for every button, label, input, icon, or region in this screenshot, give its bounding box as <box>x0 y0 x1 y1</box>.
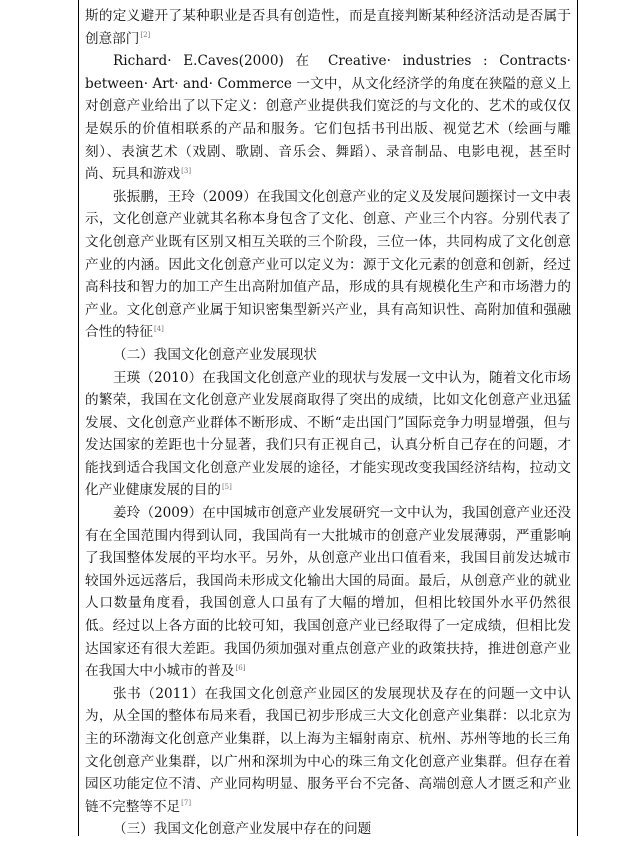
paragraph-text: 姜玲（2009）在中国城市创意产业发展研究一文中认为，我国创意产业还没有在全国范围内得到认同，我国尚有一大批城市的创意产业发展薄弱，严重影响了我国整体发展的平均水平。另外，从创意产业出口值看来，我国目前发达城市较国外远远落后，我国尚未形成文化输出大国的局面。最后，从创意产业的就业人口数量角度看，我国创意人口虽有了大幅的增加，但相比较国外水平仍然很低。经过以上各方面的比较可知，我国创意产业已经取得了一定成绩，但相比发达国家还有很大差距。我国仍须加强对重点创意产业的政策扶持，推进创意产业在我国大中小城市的普及 <box>85 505 571 680</box>
paragraph-text: 张振鹏，王玲（2009）在我国文化创意产业的定义及发展问题探讨一文中表示，文化创意产业就其名称本身包含了文化、创意、产业三个内容。分别代表了文化创意产业既有区别又相互关联的三个阶段，三位一体，共同构成了文化创意产业的内涵。因此文化创意产业可以定义为：源于文化元素的创意和创新，经过高科技和智力的加工产生出高附加值产品，形成的具有规模化生产和市场潜力的产业。文化创意产业属于知识密集型新兴产业，具有高知识性、高附加值和强融合性的特征 <box>85 188 571 341</box>
citation-ref: [2] <box>140 31 151 40</box>
paragraph-text: 斯的定义避开了某种职业是否具有创造性，而是直接判断某种经济活动是否属于创意部门 <box>85 8 571 47</box>
citation-ref: [4] <box>153 324 164 333</box>
section-heading-2: （二）我国文化创意产业发展现状 <box>113 346 317 363</box>
citation-ref: [5] <box>221 482 232 491</box>
document-page <box>78 0 578 836</box>
paragraph-text: 张书（2011）在我国文化创意产业园区的发展现状及存在的问题一文中认为，从全国的整体布局来看，我国已初步形成三大文化创意产业集群：以北京为主的环渤海文化创意产业集群，以上海为主辐射南京、杭州、苏州等地的长三角文化创意产业集群，以广州和深圳为中心的珠三角文化创意产业集群。但存在着园区功能定位不清、产业同构明显、服务平台不完备、高端创意人才匮乏和产业链不完整等不足 <box>85 685 571 815</box>
paragraph-wang-ying <box>85 367 571 503</box>
document-body <box>85 5 571 841</box>
paragraph-text: 王瑛（2010）在我国文化创意产业的现状与发展一文中认为，随着文化市场的繁荣，我国在文化创意产业发展商取得了突出的成绩，比如文化创意产业迅猛发展、文化创意产业群体不断形成、不断“走出国门”国际竞争力明显增强，但与发达国家的差距也十分显著，我们只有正视自己，认真分析自己存在的问题，才能找到适合我国文化创意产业发展的途径，才能实现改变我国经济结构，拉动文化产业健康发展的目的 <box>85 369 571 499</box>
paragraph-zhang-shu <box>85 683 571 819</box>
paragraph-zhang-wang <box>85 186 571 344</box>
citation-ref: [3] <box>181 166 192 175</box>
paragraph-1 <box>85 5 571 50</box>
paragraph-text: Richard· E.Caves(2000) 在 Creative· industries : Contracts· between· Art· and· Commerce 一文中，从文化经济学的角度在狭隘的意义上对创意产业给出了以下定义：创意产业提供我们宽泛的与文化的、艺术的或仅仅是娱乐的价值相联系的产品和服务。它们包括书刊出版、视觉艺术（绘画与雕刻）、表演艺术（戏剧、歌剧、音乐会、舞蹈）、录音制品、电影电视，甚至时尚、玩具和游戏 <box>85 53 571 183</box>
section-heading-3: （三）我国文化创意产业发展中存在的问题 <box>113 821 372 838</box>
paragraph-caves <box>85 50 571 186</box>
citation-ref: [7] <box>181 799 192 808</box>
citation-ref: [6] <box>235 663 246 672</box>
paragraph-jiang-ling <box>85 502 571 683</box>
